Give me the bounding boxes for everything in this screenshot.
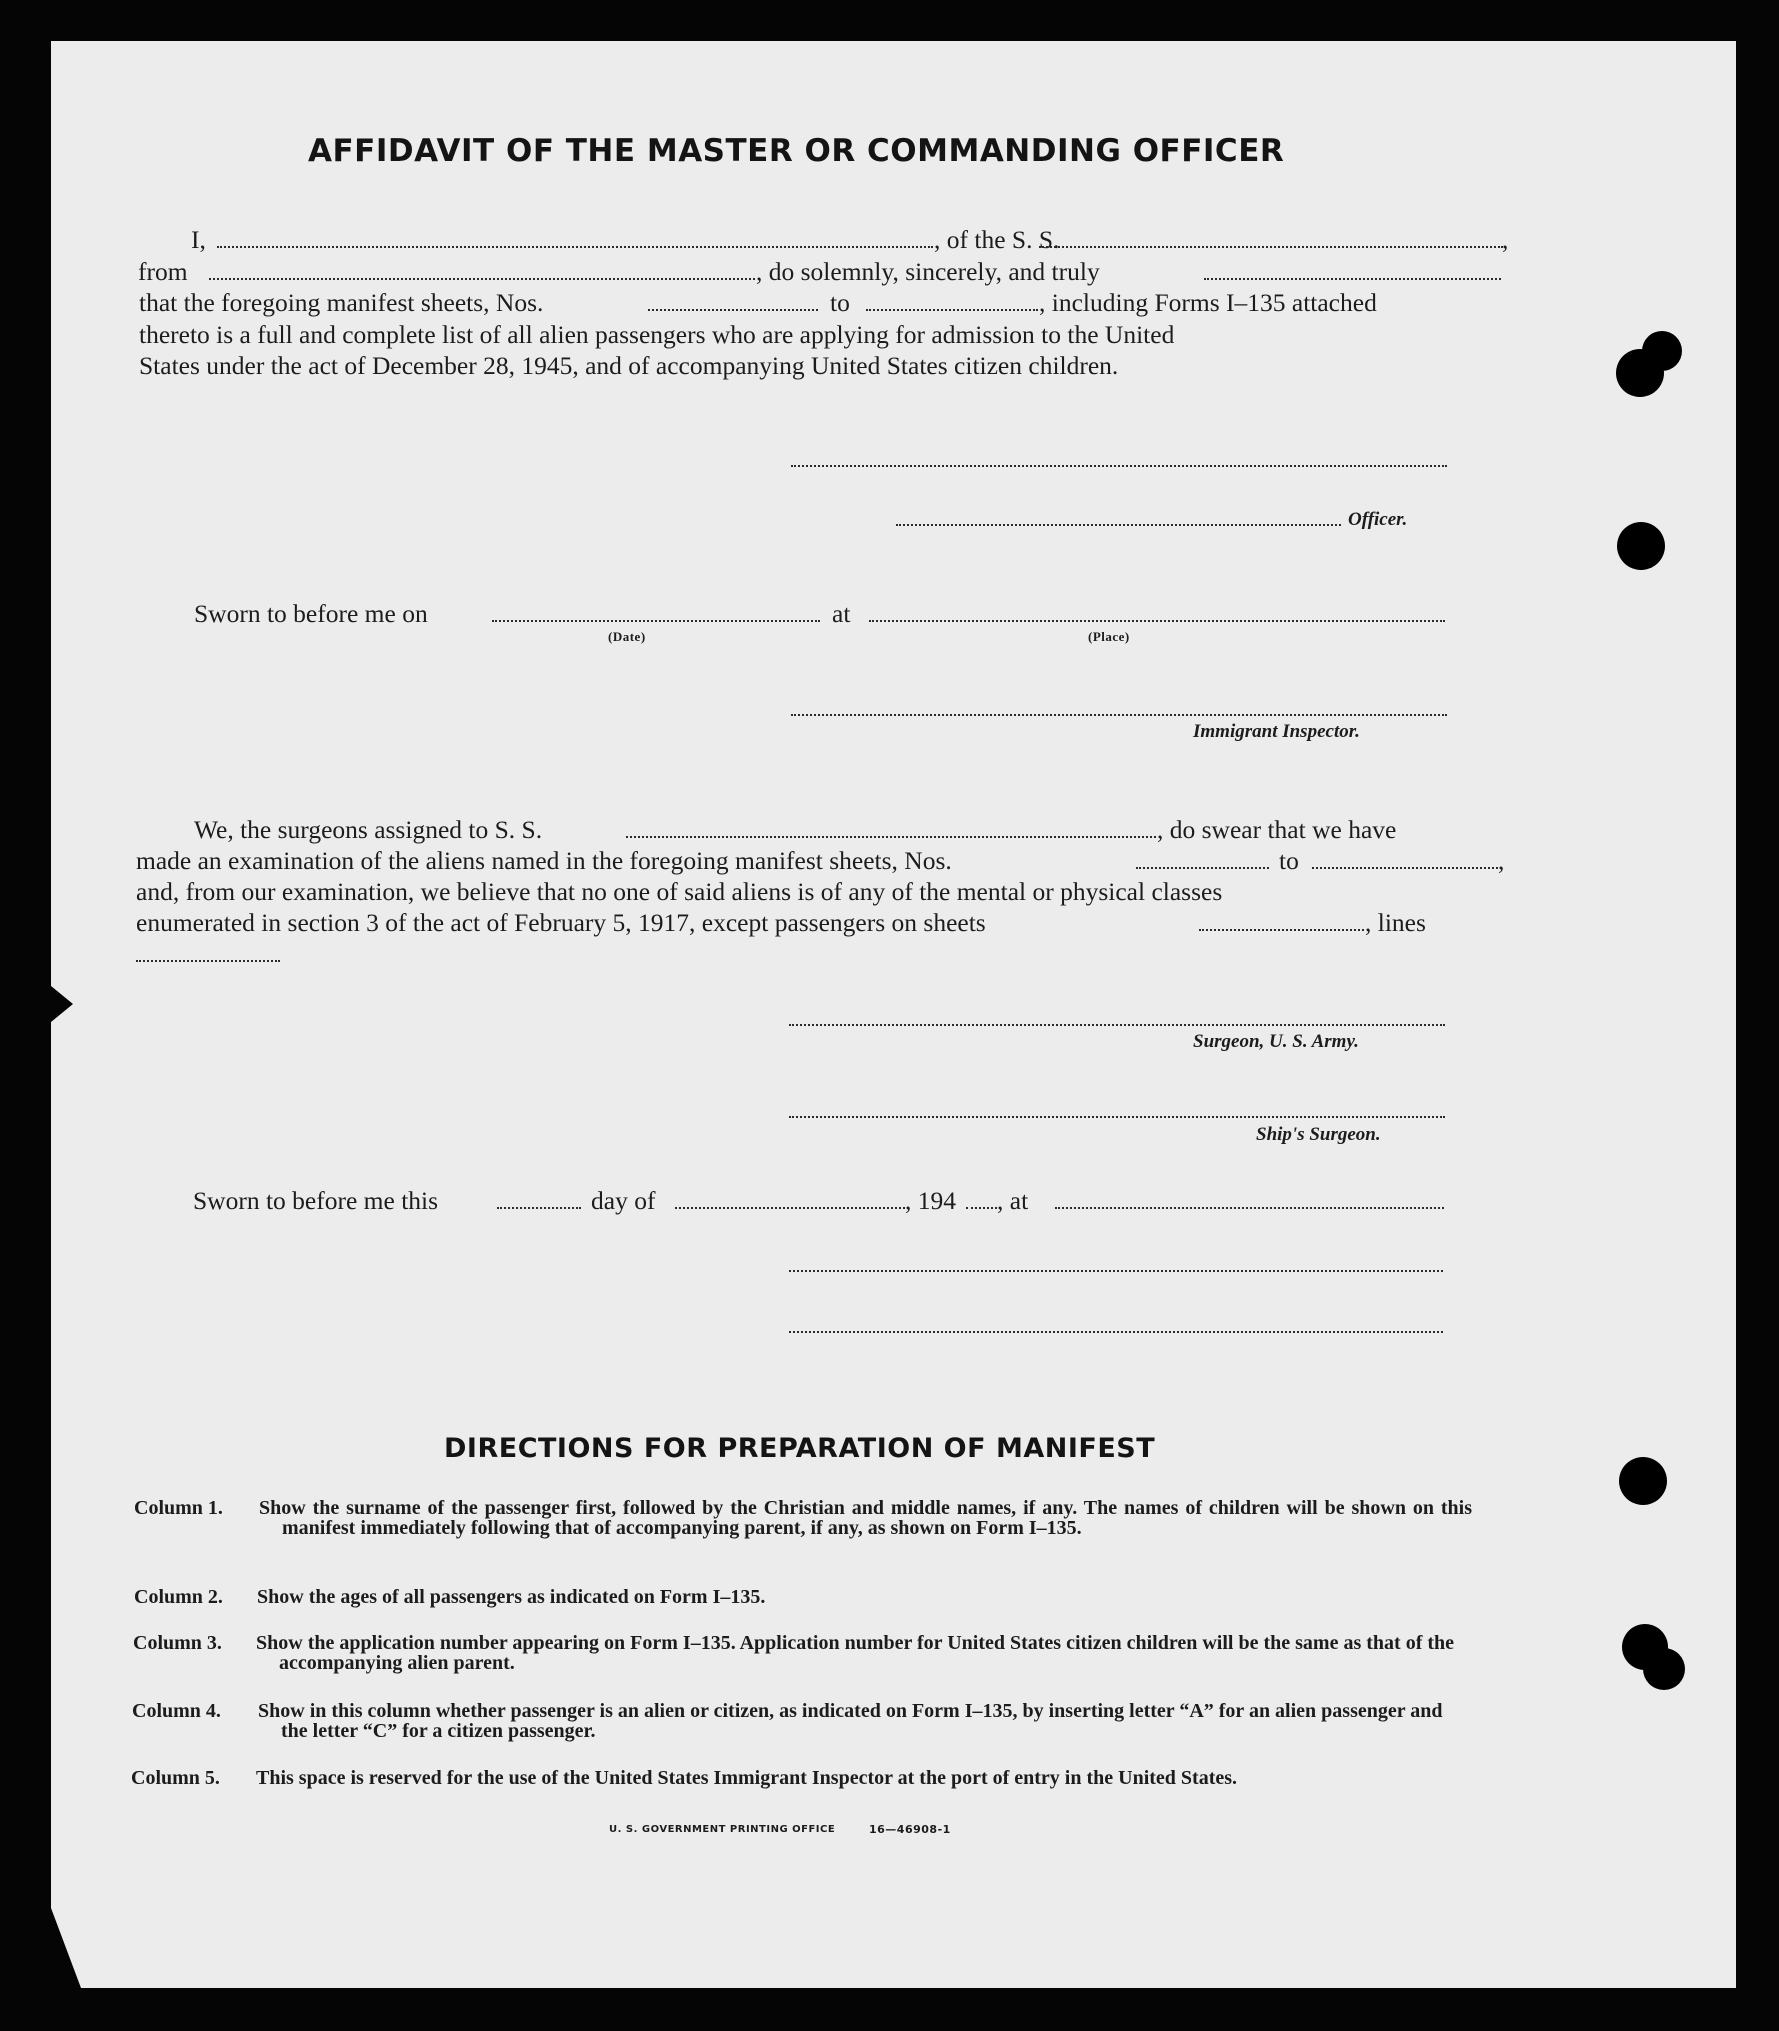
inspector-label: Immigrant Inspector. <box>1193 721 1360 742</box>
form-page <box>51 41 1736 1988</box>
sworn-month-field[interactable] <box>675 1207 905 1209</box>
form-code: 16—46908-1 <box>869 1823 951 1836</box>
army-surgeon-signature-line[interactable] <box>789 1024 1445 1026</box>
word-to-1: to <box>830 288 850 317</box>
column-4-text: Show in this column whether passenger is an alien or citizen, as indicated on Form I–135, by inserting letter “A” for an alien passenger and the letter “C” for a citizen passenger. <box>258 1700 1443 1742</box>
word-solemnly: , do solemnly, sincerely, and truly <box>756 257 1100 286</box>
signature-line-a[interactable] <box>789 1270 1443 1272</box>
column-3-text: Show the application number appearing on Form I–135. Application number for United States citizen children will be the same as that of the accompanying alien parent. <box>256 1632 1455 1674</box>
signature-line-b[interactable] <box>789 1331 1443 1333</box>
torn-corner-bottom-left <box>51 1908 81 1988</box>
word-day-of: day of <box>591 1186 656 1215</box>
sheet-from-field[interactable] <box>648 309 818 311</box>
word-swear: , do swear that we have <box>1157 815 1397 844</box>
sworn-year-field[interactable] <box>966 1207 997 1209</box>
except-sheets-field[interactable] <box>1199 929 1364 931</box>
affidavit-line-4: thereto is a full and complete list of all alien passengers who are applying for admission to the United <box>139 320 1175 349</box>
word-including: , including Forms I–135 attached <box>1039 288 1377 317</box>
word-i: I, <box>191 225 206 254</box>
date-caption: (Date) <box>608 629 646 644</box>
word-at-2: , at <box>997 1186 1029 1215</box>
sheet-to-field[interactable] <box>866 309 1038 311</box>
word-lines: , lines <box>1365 908 1426 937</box>
sworn-label-2: Sworn to before me this <box>193 1186 439 1215</box>
column-4-label: Column 4. <box>132 1700 221 1722</box>
word-to-2: to <box>1279 846 1299 875</box>
ship-surgeon-label: Ship's Surgeon. <box>1256 1124 1381 1145</box>
column-5-text: This space is reserved for the use of the United States Immigrant Inspector at the port of entry in the United States. <box>256 1767 1238 1789</box>
column-2-text: Show the ages of all passengers as indicated on Form I–135. <box>257 1586 766 1608</box>
punch-hole <box>1619 1457 1667 1505</box>
column-1-label: Column 1. <box>134 1497 223 1519</box>
torn-notch-left <box>51 986 73 1022</box>
column-1-text: Show the surname of the passenger first, followed by the Christian and middle names, if any. The names of children will be shown on this manifest immediately following that of accompanying parent, if any, as shown on Form I–135. <box>259 1497 1472 1539</box>
inspector-signature-line[interactable] <box>791 714 1447 716</box>
word-comma-2: , <box>1498 846 1505 875</box>
punch-hole <box>1643 1648 1685 1690</box>
surgeons-enumerated: enumerated in section 3 of the act of February 5, 1917, except passengers on sheets <box>136 908 986 937</box>
master-name-field[interactable] <box>217 246 933 248</box>
printer-imprint: U. S. GOVERNMENT PRINTING OFFICE <box>609 1824 836 1835</box>
affidavit-line-5: States under the act of December 28, 1945, and of accompanying United States citizen children. <box>139 351 1119 380</box>
directions-title: DIRECTIONS FOR PREPARATION OF MANIFEST <box>444 1433 1156 1464</box>
surgeons-ship-field[interactable] <box>626 836 1156 838</box>
surgeons-made: made an examination of the aliens named in the foregoing manifest sheets, Nos. <box>136 846 952 875</box>
column-3-label: Column 3. <box>133 1632 222 1654</box>
ship-surgeon-signature-line[interactable] <box>789 1116 1445 1118</box>
column-5-label: Column 5. <box>131 1767 220 1789</box>
officer-label: Officer. <box>1348 509 1408 530</box>
surgeons-line-3: and, from our examination, we believe that no one of said aliens is of any of the mental or physical classes <box>136 877 1223 906</box>
officer-title-line[interactable] <box>896 524 1341 526</box>
affidavit-title: AFFIDAVIT OF THE MASTER OR COMMANDING OFFICER <box>308 133 1285 169</box>
word-194: , 194 <box>905 1186 956 1215</box>
sworn-label-1: Sworn to before me on <box>194 599 428 628</box>
from-port-field[interactable] <box>209 278 755 280</box>
punch-hole <box>1642 331 1682 371</box>
oath-word-field[interactable] <box>1204 278 1501 280</box>
punch-hole <box>1617 522 1665 570</box>
column-2-label: Column 2. <box>134 1586 223 1608</box>
word-comma-1: , <box>1502 225 1509 254</box>
officer-signature-line[interactable] <box>791 465 1447 467</box>
ship-name-field[interactable] <box>1039 246 1503 248</box>
surgeon-sheet-to-field[interactable] <box>1312 867 1498 869</box>
word-of-ss: , of the S. S. <box>934 225 1060 254</box>
place-caption: (Place) <box>1088 629 1130 644</box>
word-sheets-nos: that the foregoing manifest sheets, Nos. <box>139 288 544 317</box>
word-from: from <box>138 257 188 286</box>
army-surgeon-label: Surgeon, U. S. Army. <box>1193 1031 1359 1052</box>
sworn-place-field[interactable] <box>869 620 1445 622</box>
sworn-day-field[interactable] <box>497 1207 581 1209</box>
surgeons-intro: We, the surgeons assigned to S. S. <box>194 815 543 844</box>
word-at-1: at <box>832 599 851 628</box>
sworn-place-field-2[interactable] <box>1055 1207 1444 1209</box>
surgeon-sheet-from-field[interactable] <box>1136 867 1269 869</box>
sworn-date-field[interactable] <box>492 620 820 622</box>
except-lines-field[interactable] <box>136 960 280 962</box>
